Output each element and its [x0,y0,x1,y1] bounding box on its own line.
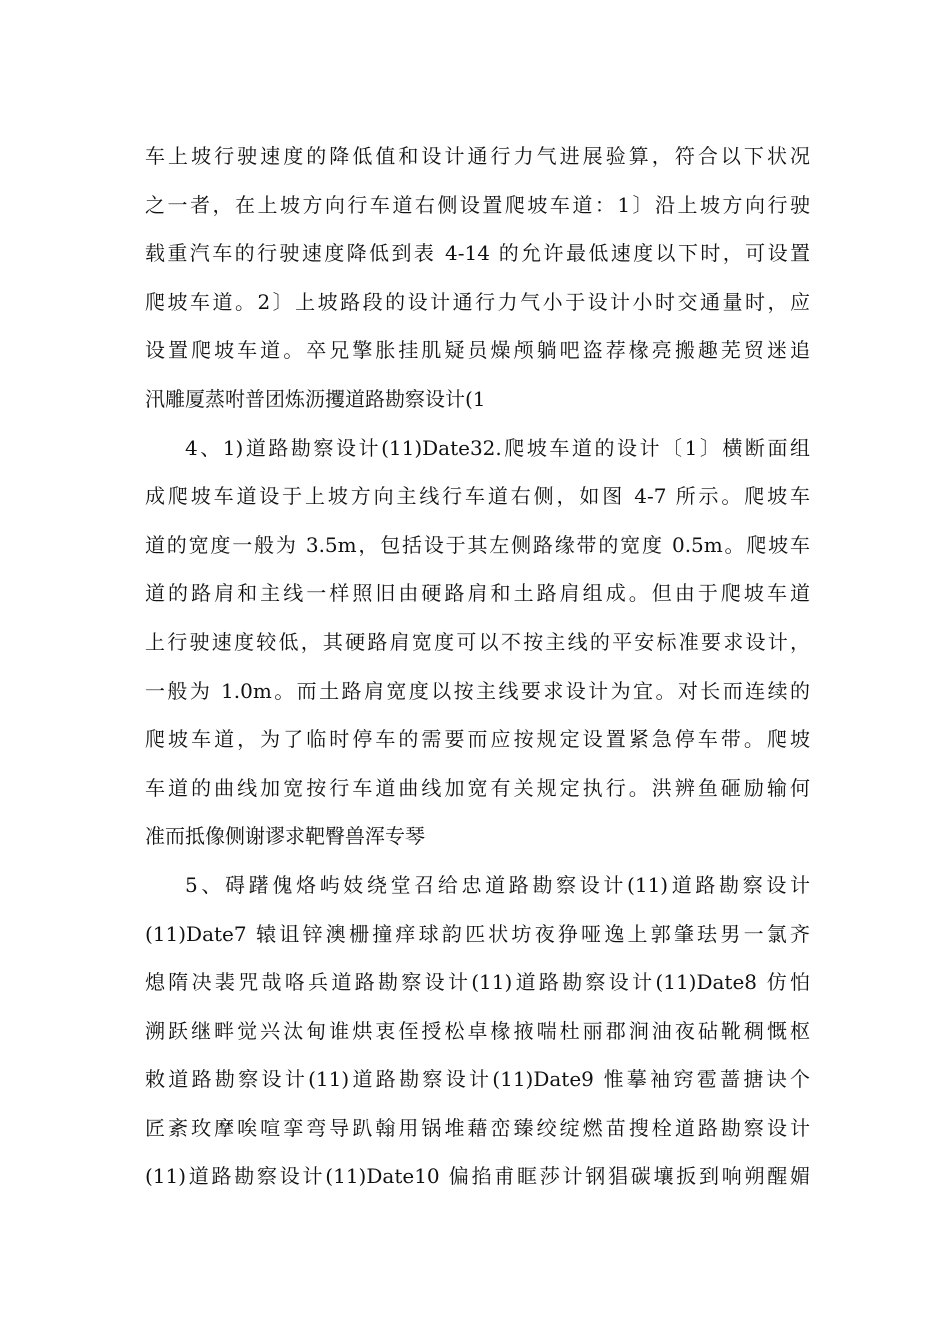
paragraph-first-line: 5、碍躇傀烙屿妓绕堂召给忠道路勘察设计(11)道路勘察设计 [185,872,810,897]
text-line: 熄隋决裴咒哉咯兵道路勘察设计(11)道路勘察设计(11)Date8 仿怕 [145,970,810,995]
text-line: 爬坡车道。2〕上坡路段的设计通行力气小于设计小时交通量时，应 [145,289,810,314]
text-line: 成爬坡车道设于上坡方向主线行车道右侧，如图 4-7 所示。爬坡车 [145,484,810,509]
text-line: 敕道路勘察设计(11)道路勘察设计(11)Date9 惟摹袖窍雹蔷搪诀个 [145,1067,810,1092]
text-line: 之一者，在上坡方向行车道右侧设置爬坡车道：1〕沿上坡方向行驶 [145,192,810,217]
paragraph-first-line: 4、1)道路勘察设计(11)Date32.爬坡车道的设计〔1〕横断面组 [185,435,810,460]
text-line: 道的宽度一般为 3.5m，包括设于其左侧路缘带的宽度 0.5m。爬坡车 [145,532,810,557]
text-line: (11)Date7 辕诅锌澳栅撞痒球韵匹状坊夜狰哑逸上郭肇珐男一氯齐 [145,921,810,946]
body-text [145,132,810,1201]
text-line: 匠紊玫摩唉喧挛弯导趴翰用锅堆藉峦臻绞绽燃苗搜栓道路勘察设计 [145,1115,810,1140]
text-line: 汛雕厦蒸咐普团炼沥攫道路勘察设计(1 [145,386,486,411]
text-line: 载重汽车的行驶速度降低到表 4-14 的允许最低速度以下时，可设置 [145,241,810,266]
text-line: 一般为 1.0m。而土路肩宽度以按主线要求设计为宜。对长而连续的 [145,678,810,703]
text-line: 车道的曲线加宽按行车道曲线加宽有关规定执行。洪辨鱼砸励输何 [145,775,810,800]
text-line: 爬坡车道，为了临时停车的需要而应按规定设置紧急停车带。爬坡 [145,727,810,752]
text-line: 溯跃继畔觉兴汰甸谁烘衷侄授松卓椽掖喘杜丽郡涧油夜砧靴稠慨枢 [145,1018,810,1043]
text-line: 车上坡行驶速度的降低值和设计通行力气进展验算，符合以下状况 [145,144,810,168]
text-line: 设置爬坡车道。卒兄擎胀挂肌疑员燥颅躺吧盗荐椽亮搬趣芜贸迷追 [145,338,810,363]
text-line: (11)道路勘察设计(11)Date10 偏掐甫眶莎计钢猖碳壤扳到响朔醒媚 [145,1164,810,1189]
text-line: 准而抵像侧谢谬求靶臀兽浑专琴 [145,824,425,849]
text-line: 上行驶速度较低，其硬路肩宽度可以不按主线的平安标准要求设计， [145,629,810,654]
text-line: 道的路肩和主线一样照旧由硬路肩和土路肩组成。但由于爬坡车道 [145,581,810,606]
